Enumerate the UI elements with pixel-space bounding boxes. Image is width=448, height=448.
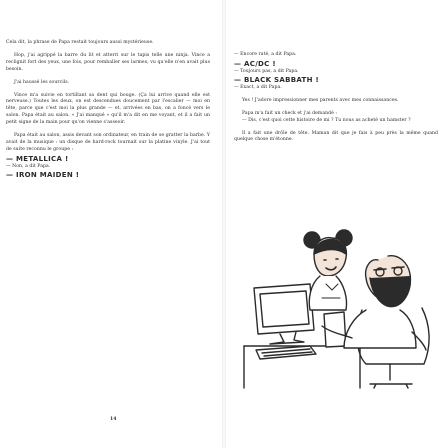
- line-acdc: — AC/DC !: [234, 59, 276, 68]
- paragraph-drole-de-tete: Il a fait une drôle de tête. Maman dit que je fais à peu près la même quand quelque chose m'étonne.: [234, 130, 438, 143]
- page-number: 14: [110, 417, 117, 422]
- paragraph-yes: Yes ! J'adore impressionner mes parents avec mes connaissances.: [242, 97, 399, 103]
- beard-icon: [370, 276, 410, 307]
- paragraph-question: — Dis, c'est quoi cette histoire de mi ? Tu nous as acheté un hamster ?: [242, 117, 411, 123]
- keyboard-icon: [256, 346, 316, 359]
- paragraph-1: Cela dit, la phrase de Papa restait toujours aussi mystérieuse.: [6, 40, 154, 45]
- paragraph-2: Hop, j'ai agrippé la barre du lit et atterri sur le tapis telle une ninja. Vince a reclignit fort des yeux, une fois, pour remballer ses larmes, vu qu'elle n'en avait plus besoin.: [6, 52, 210, 72]
- dialogue-metallica: — METALLICA !: [6, 154, 69, 163]
- line-encore-rate: — Encore raté, a dit Papa.: [234, 52, 297, 57]
- paragraph-5: Papa était au salon, assis devant son ordinateur, en train de se gratter la barbe. Y avait de la musique : un disque de hard-rock tournait sur la platine vinyle. J'ai tout de suite reconnu le groupe :: [6, 133, 210, 152]
- paragraph-check: Papa m'a fait un check et j'ai demandé :: [242, 110, 337, 116]
- paragraph-4: Vince m'a suivie en tortillant sa dent qui bouge. (Ça lui arrive quand elle est nerveuse.) Toutes les deux, on est descendues doucement par l'escalier — moi en tête, parce que c'est moi la plus grande — et, arrivées en bas, on a foncé vers le salon. Papa était au salon. « J'ai manqué » qu'il m'a dit en me voyant, et il a fait un petit signe de la main pour qu'on vienne s'asseoir.: [6, 92, 210, 126]
- girl-icon: [304, 230, 352, 310]
- monitor-icon: [254, 284, 314, 344]
- father-daughter-computer-icon: [240, 214, 436, 390]
- line-black-sabbath: — BLACK SABBATH !: [234, 76, 320, 85]
- dialogue-non: — Non, a dit Papa.: [6, 163, 51, 169]
- line-toujours-pas: — Toujours pas, a dit Papa.: [234, 68, 299, 74]
- line-exact: — Exact, a dit Papa.: [234, 85, 282, 91]
- paragraph-3: J'ai haussé les sourcils.: [14, 79, 70, 85]
- dialogue-iron-maiden: — IRON MAIDEN !: [6, 171, 80, 180]
